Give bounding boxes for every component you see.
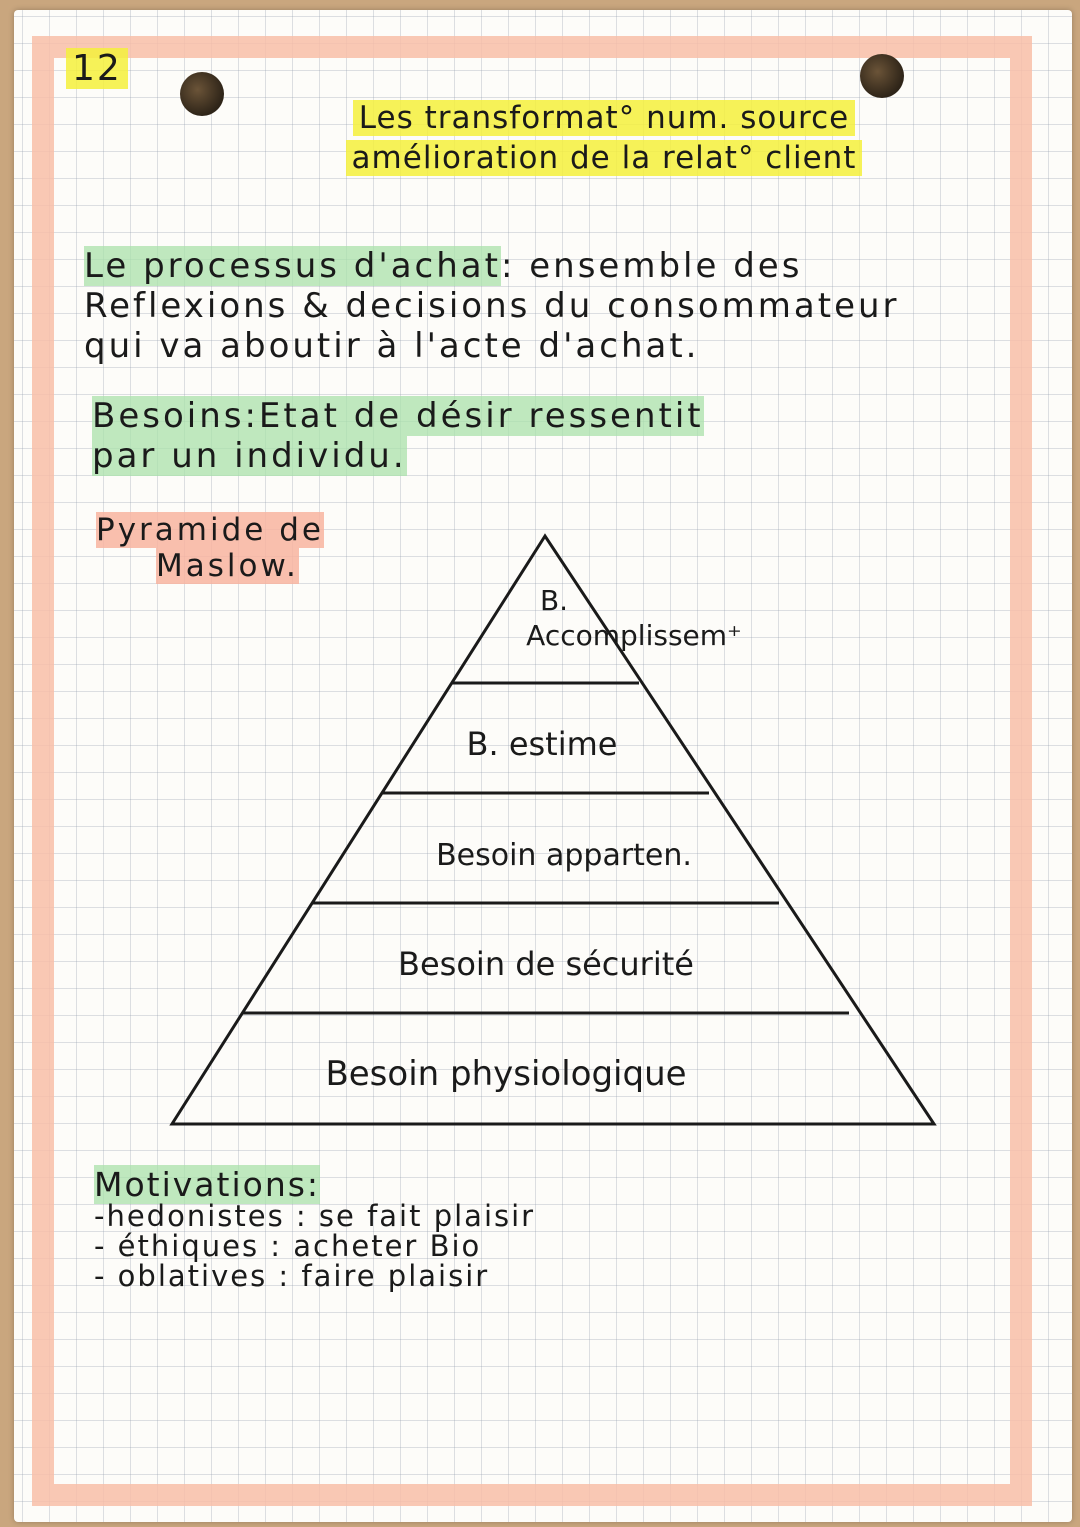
motivations-section bbox=[94, 1165, 543, 1293]
page-number: 12 bbox=[66, 48, 128, 89]
title-line-1: Les transformat° num. source bbox=[353, 100, 855, 136]
pyramid-level-physiologique: Besoin physiologique bbox=[325, 1054, 687, 1094]
definition-text: :Etat de désir ressentit bbox=[244, 396, 704, 436]
motivation-item: - éthiques : acheter Bio bbox=[94, 1229, 482, 1263]
pyramid-level-top-line-1: B. bbox=[539, 584, 569, 617]
definition-text: Reflexions & decisions du consommateur bbox=[84, 286, 900, 326]
notebook-page bbox=[14, 10, 1072, 1522]
term-processus-achat: Le processus d'achat bbox=[84, 246, 501, 286]
motivation-item: -hedonistes : se fait plaisir bbox=[94, 1199, 536, 1233]
motivations-heading: Motivations: bbox=[94, 1165, 321, 1204]
title-line-2: amélioration de la relat° client bbox=[346, 140, 863, 176]
pyramid-label-line-1: Pyramide de bbox=[96, 512, 324, 548]
motivation-item: - oblatives : faire plaisir bbox=[94, 1259, 490, 1293]
definition-text: par un individu. bbox=[92, 436, 407, 476]
pyramid-level-securite: Besoin de sécurité bbox=[398, 945, 694, 983]
pyramid-level-estime: B. estime bbox=[466, 725, 618, 763]
term-besoins: Besoins bbox=[92, 396, 245, 436]
pyramid-level-top-line-2: Accomplissem⁺ bbox=[526, 619, 742, 652]
maslow-pyramid bbox=[14, 10, 1072, 1522]
definition-text: : ensemble des bbox=[500, 246, 803, 286]
pyramid-level-appartenance: Besoin apparten. bbox=[436, 838, 692, 873]
definition-text: qui va aboutir à l'acte d'achat. bbox=[84, 326, 700, 366]
pyramid-label-line-2: Maslow. bbox=[156, 548, 299, 584]
